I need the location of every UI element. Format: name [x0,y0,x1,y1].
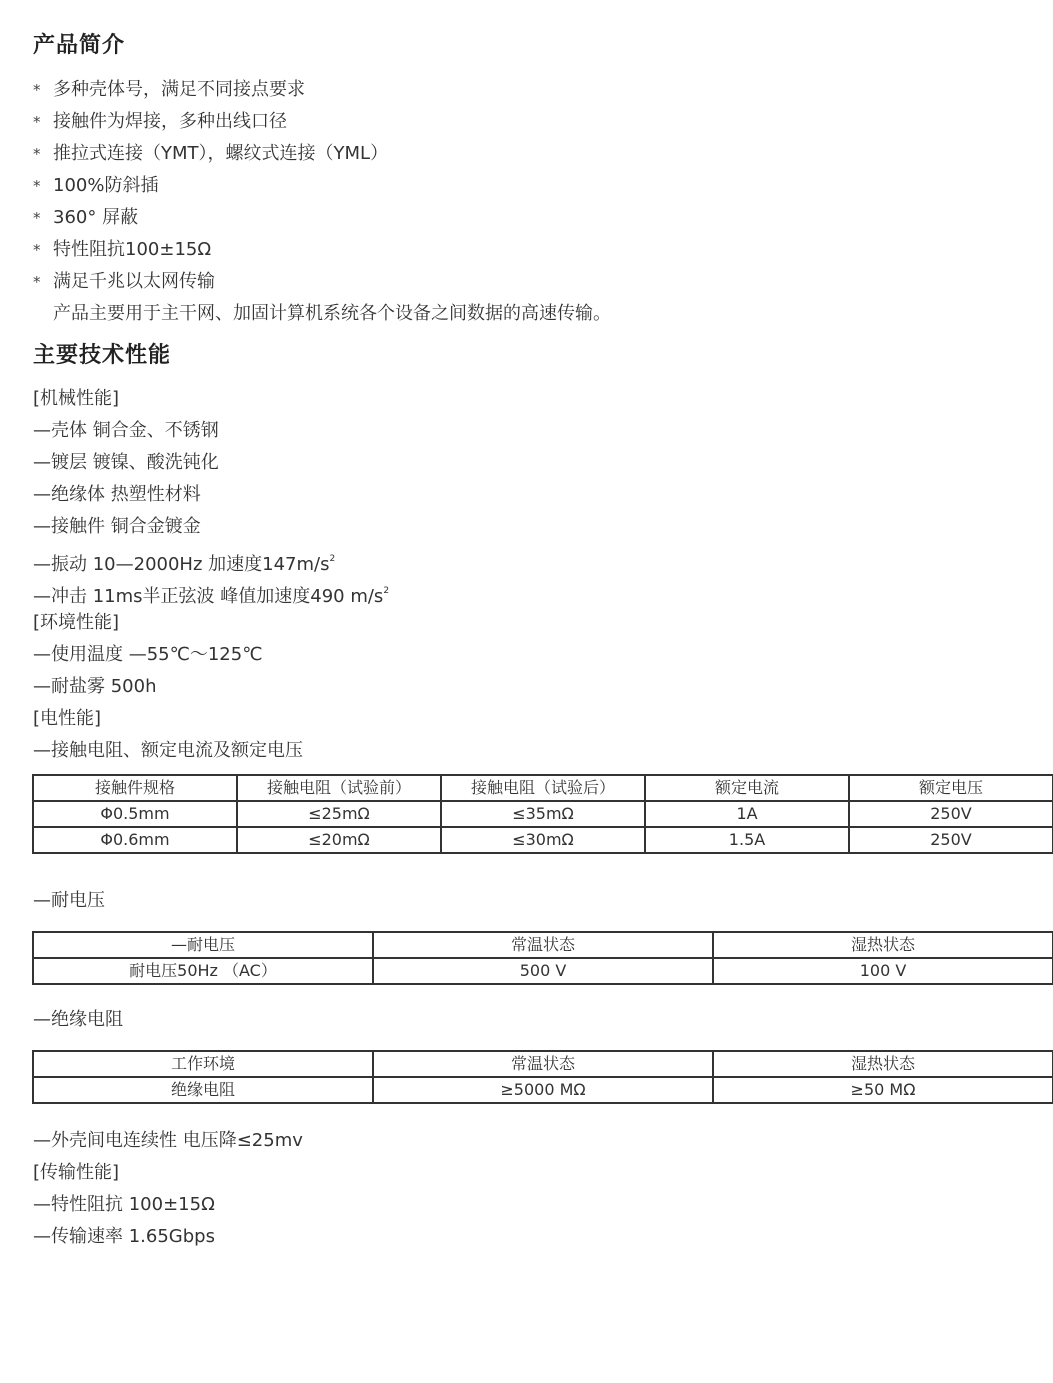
bullet-text: 360° 屏蔽 [53,207,139,228]
intro-bullet [33,206,138,230]
intro-bullet [33,238,211,262]
contact-resistance-table [32,774,1053,854]
table-cell: 1.5A [645,827,849,853]
asterisk-icon: * [33,241,41,259]
bullet-text: 多种壳体号，满足不同接点要求 [53,79,305,100]
electrical-heading: [电性能] [33,708,102,729]
bullet-text: 推拉式连接（YMT），螺纹式连接（YML） [53,143,389,164]
table-row [33,1077,1053,1103]
table-cell: ≤20mΩ [237,827,441,853]
table-header: —耐电压 [33,932,373,958]
asterisk-icon: * [33,113,41,131]
spec-item-plating: —镀层 镀镍、酸洗钝化 [33,452,219,473]
bullet-text: 100%防斜插 [53,175,159,196]
intro-bullet [33,142,388,166]
bullet-text: 满足千兆以太网传输 [53,271,215,292]
spec-item-rate: —传输速率 1.65Gbps [33,1226,215,1247]
spec-item-salt-spray: —耐盐雾 500h [33,676,157,697]
asterisk-icon: * [33,81,41,99]
shock-text: —冲击 11ms半正弦波 峰值加速度490 m/s [33,586,384,607]
table-cell: Φ0.6mm [33,827,237,853]
superscript: 2 [329,554,336,564]
asterisk-icon: * [33,209,41,227]
intro-bullet [33,174,158,198]
intro-title: 产品简介 [33,33,126,58]
transmission-heading: [传输性能] [33,1162,120,1183]
table-row [33,958,1053,984]
table-header: 湿热状态 [713,932,1053,958]
table-header: 接触电阻（试验前） [237,775,441,801]
table-header: 常温状态 [373,932,713,958]
superscript: 2 [383,586,390,596]
bullet-text: 接触件为焊接，多种出线口径 [53,111,287,132]
table-cell: ≤35mΩ [441,801,645,827]
table-header: 额定电流 [645,775,849,801]
mechanical-heading: [机械性能] [33,388,120,409]
table-row [33,801,1053,827]
insulation-resistance-table [32,1050,1053,1104]
table-header: 湿热状态 [713,1051,1053,1077]
table-cell: ≥5000 MΩ [373,1077,713,1103]
intro-bullet [33,78,305,102]
asterisk-icon: * [33,177,41,195]
table-cell: 1A [645,801,849,827]
insulation-table-label: —绝缘电阻 [33,1009,123,1030]
table-header-row [33,775,1053,801]
asterisk-icon: * [33,145,41,163]
table-header: 工作环境 [33,1051,373,1077]
spec-item-impedance: —特性阻抗 100±15Ω [33,1194,215,1215]
intro-bullet [33,270,215,294]
contact-table-label: —接触电阻、额定电流及额定电压 [33,740,303,761]
shell-continuity: —外壳间电连续性 电压降≤25mv [33,1130,303,1151]
spec-item-shell: —壳体 铜合金、不锈钢 [33,420,219,441]
spec-item-insulator: —绝缘体 热塑性材料 [33,484,201,505]
table-cell: 100 V [713,958,1053,984]
spec-item-shock [33,579,389,609]
specs-title: 主要技术性能 [33,343,172,368]
table-cell: 耐电压50Hz （AC） [33,958,373,984]
environmental-heading: [环境性能] [33,612,120,633]
intro-bullet [33,110,287,134]
table-cell: 绝缘电阻 [33,1077,373,1103]
table-cell: ≥50 MΩ [713,1077,1053,1103]
spec-item-vibration [33,547,335,577]
table-header-row [33,1051,1053,1077]
bullet-text: 特性阻抗100±15Ω [53,239,212,260]
table-header: 接触电阻（试验后） [441,775,645,801]
table-header-row [33,932,1053,958]
table-row [33,827,1053,853]
table-cell: 250V [849,827,1053,853]
asterisk-icon: * [33,273,41,291]
table-cell: Φ0.5mm [33,801,237,827]
table-cell: ≤25mΩ [237,801,441,827]
spec-item-contact: —接触件 铜合金镀金 [33,516,201,537]
table-cell: 250V [849,801,1053,827]
table-cell: ≤30mΩ [441,827,645,853]
table-header: 额定电压 [849,775,1053,801]
table-header: 接触件规格 [33,775,237,801]
table-header: 常温状态 [373,1051,713,1077]
spec-item-temperature: —使用温度 —55℃～125℃ [33,644,263,665]
intro-summary: 产品主要用于主干网、加固计算机系统各个设备之间数据的高速传输。 [53,303,611,324]
vibration-text: —振动 10—2000Hz 加速度147m/s [33,554,330,575]
table-cell: 500 V [373,958,713,984]
voltage-table-label: —耐电压 [33,890,105,911]
withstand-voltage-table [32,931,1053,985]
